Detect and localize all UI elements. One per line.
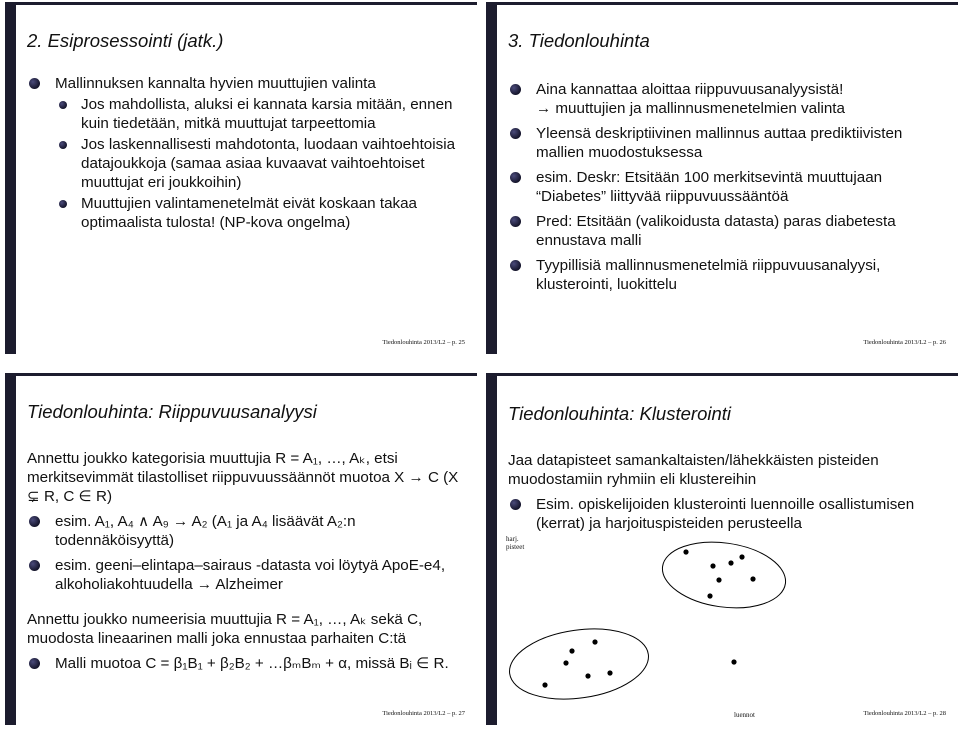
data-point <box>542 682 547 687</box>
slide-footer: Tiedonlouhinta 2013/L2 – p. 26 <box>863 339 946 346</box>
bullet-text: esim. Deskr: Etsitään 100 merkitsevintä muuttujaan “Diabetes” liittyvää riippuvuussääntöä <box>536 169 883 205</box>
bullet <box>508 124 946 162</box>
paragraph: Jaa datapisteet samankaltaisten/lähekkäisten pisteiden muodostamiin ryhmiin eli klustereihin <box>508 452 879 488</box>
slide-body <box>27 449 465 679</box>
bullet-text: Malli muotoa C = β₁B₁ + β₂B₂ + …βₘBₘ + α, missä Bᵢ ∈ R. <box>55 655 449 672</box>
slide-footer: Tiedonlouhinta 2013/L2 – p. 28 <box>863 710 946 717</box>
bullet-icon <box>510 84 521 95</box>
slide-title: Tiedonlouhinta: Riippuvuusanalyysi <box>27 401 317 422</box>
paragraph: Annettu joukko numeerisia muuttujia R = A₁, …, Aₖ sekä C, muodosta lineaarinen malli joka ennustaa parhaiten C:tä <box>27 611 423 647</box>
slide-body <box>27 74 465 238</box>
cluster-ellipse-upper <box>658 535 790 616</box>
bullet <box>27 556 465 594</box>
slide-28 <box>486 373 958 725</box>
bullet <box>27 654 465 673</box>
cluster-ellipse-lower <box>505 621 653 708</box>
data-point <box>683 549 688 554</box>
bullet-icon <box>510 172 521 183</box>
data-point <box>569 648 574 653</box>
bullet <box>508 256 946 294</box>
bullet-icon <box>510 260 521 271</box>
bullet-icon <box>29 78 40 89</box>
bullet-text: Aina kannattaa aloittaa riippuvuusanalyysistä! <box>536 81 844 98</box>
data-point <box>607 670 612 675</box>
slide-body <box>508 80 946 300</box>
bullet <box>508 212 946 250</box>
slide-title: 3. Tiedonlouhinta <box>508 30 650 51</box>
bullet-icon <box>59 200 67 208</box>
bullet <box>508 80 946 118</box>
data-point <box>750 576 755 581</box>
slide-sidebar <box>486 2 497 354</box>
slide-title: 2. Esiprosessointi (jatk.) <box>27 30 224 51</box>
bullet-icon <box>29 516 40 527</box>
sub-bullet-text: Jos laskennallisesti mahdotonta, luodaan vaihtoehtoisia datajoukkoja (samaa asiaa kuvaavat vaihtoehtoiset muuttujat eri joukkoihin) <box>81 136 456 191</box>
data-point <box>585 673 590 678</box>
data-point <box>710 563 715 568</box>
bullet <box>508 168 946 206</box>
bullet-icon <box>59 141 67 149</box>
sub-bullet <box>55 95 465 133</box>
bullet-text: Yleensä deskriptiivinen mallinnus auttaa prediktiivisten mallien muodostuksessa <box>536 125 903 161</box>
slide-sidebar <box>5 2 16 354</box>
bullet-text: Tyypillisiä mallinnusmenetelmiä riippuvuusanalyysi, klusterointi, luokittelu <box>536 257 881 293</box>
bullet-icon <box>510 128 521 139</box>
y-axis-label: harj. <box>506 535 519 543</box>
data-point <box>592 639 597 644</box>
cluster-plot <box>486 373 958 725</box>
data-point <box>731 659 736 664</box>
slide-footer: Tiedonlouhinta 2013/L2 – p. 27 <box>382 710 465 717</box>
slide-26 <box>486 2 958 354</box>
slide-topline <box>5 2 477 5</box>
slide-sidebar <box>5 373 16 725</box>
bullet-icon <box>510 216 521 227</box>
y-axis-label: pisteet <box>506 543 525 551</box>
bullet-text: Pred: Etsitään (valikoidusta datasta) paras diabetesta ennustava malli <box>536 213 896 249</box>
bullet-icon <box>29 658 40 669</box>
bullet-text: Mallinnuksen kannalta hyvien muuttujien valinta <box>55 75 376 92</box>
data-point <box>563 660 568 665</box>
bullet-text: Esim. opiskelijoiden klusterointi luennoille osallistumisen (kerrat) ja harjoituspisteiden perusteella <box>536 496 915 532</box>
data-point <box>707 593 712 598</box>
data-point <box>716 577 721 582</box>
slide-footer: Tiedonlouhinta 2013/L2 – p. 25 <box>382 339 465 346</box>
bullet <box>27 74 465 232</box>
data-point <box>728 560 733 565</box>
slide-topline <box>5 373 477 376</box>
bullet-icon <box>59 101 67 109</box>
bullet-text: esim. geeni–elintapa–sairaus -datasta voi löytyä ApoE-e4, alkoholiakohtuudella → Alzheimer <box>55 557 446 593</box>
slide-topline <box>486 2 958 5</box>
data-points <box>542 549 755 687</box>
slide-27 <box>5 373 477 725</box>
sub-bullet <box>55 194 465 232</box>
paragraph: Annettu joukko kategorisia muuttujia R = A₁, …, Aₖ, etsi merkitsevimmät tilastolliset riippuvuussäännöt muotoa X → C (X ⊊ R, C ∈ R) <box>27 450 459 505</box>
slide-title: Tiedonlouhinta: Klusterointi <box>508 403 732 424</box>
sub-bullet-text: Jos mahdollista, aluksi ei kannata karsia mitään, ennen kuin tiedetään, mitkä muuttujat tarpeettomia <box>81 96 453 132</box>
bullet <box>27 512 465 550</box>
sub-bullet-text: Muuttujien valintamenetelmät eivät koskaan takaa optimaalista tulosta! (NP-kova ongelma) <box>81 195 418 231</box>
slide-25 <box>5 2 477 354</box>
sub-bullet <box>55 135 465 192</box>
data-point <box>739 554 744 559</box>
x-axis-label: luennot <box>734 711 755 719</box>
bullet-subline: → muuttujien ja mallinnusmenetelmien valinta <box>536 100 845 117</box>
bullet-icon <box>29 560 40 571</box>
bullet-text: esim. A₁, A₄ ∧ A₉ → A₂ (A₁ ja A₄ lisäävät A₂:n todennäköisyyttä) <box>55 513 356 549</box>
